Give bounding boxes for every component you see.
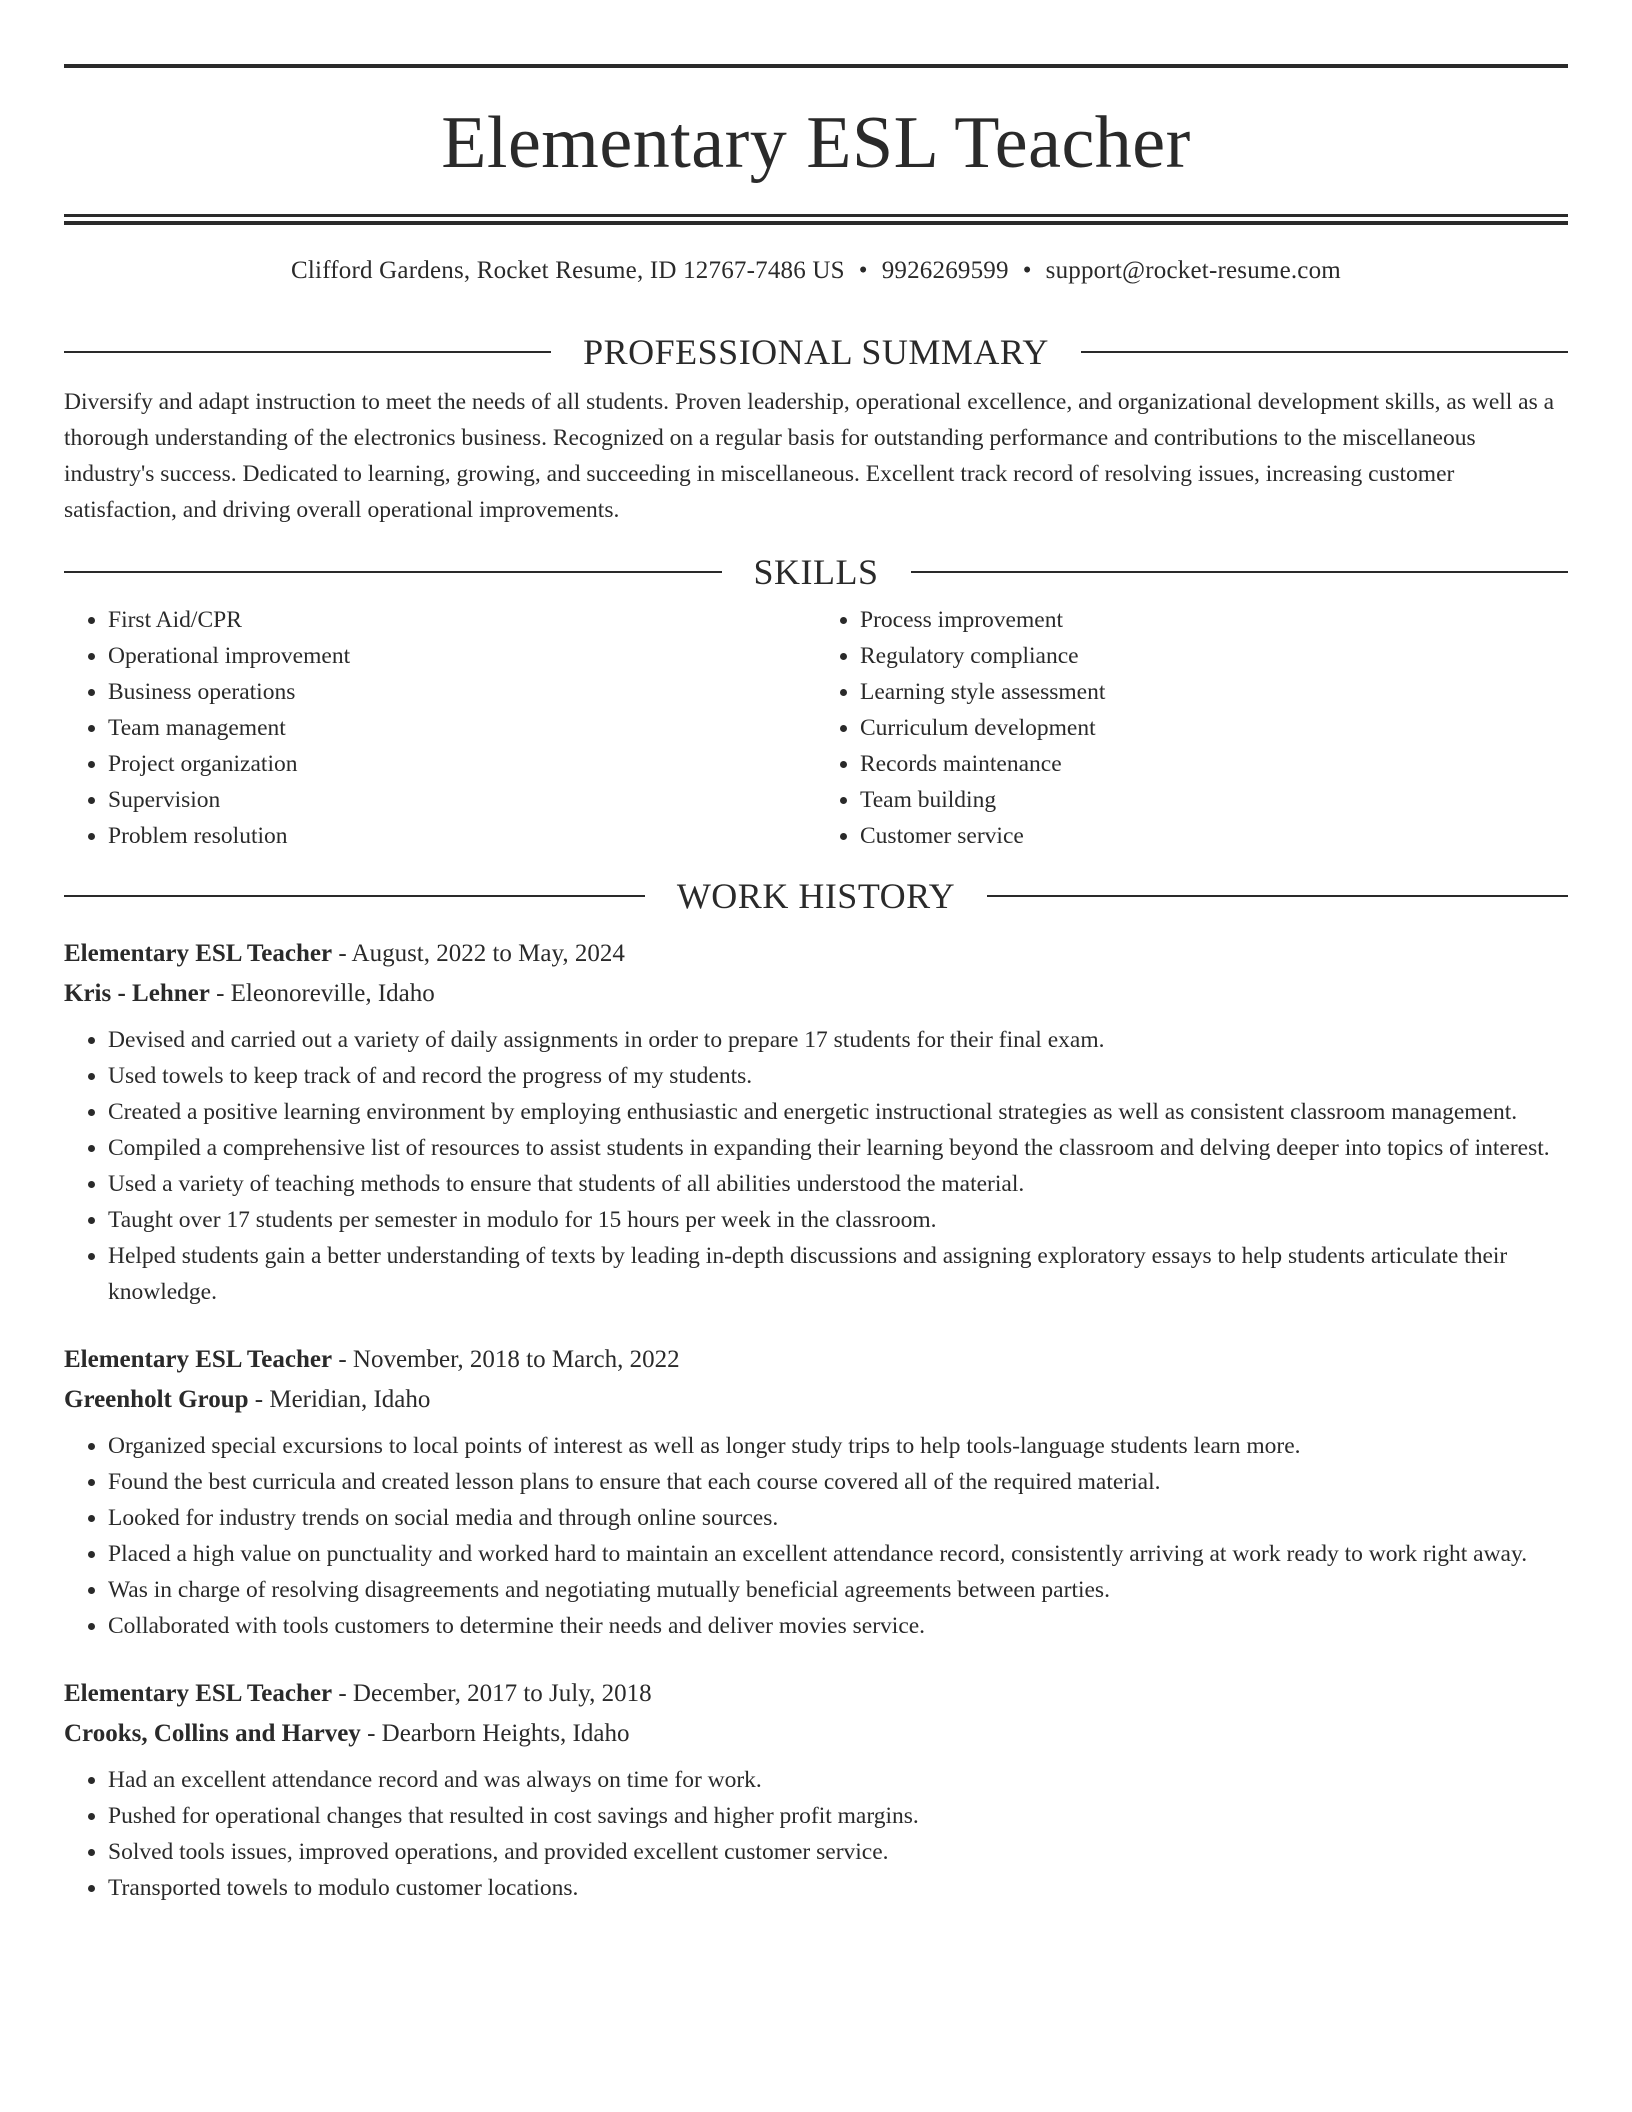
skill-item: • Customer service xyxy=(860,818,1568,854)
heading-rule-right xyxy=(1081,351,1568,353)
job-title: Elementary ESL Teacher xyxy=(64,1346,333,1373)
contact-address: Clifford Gardens, Rocket Resume, ID 12767-7486 US xyxy=(291,257,845,284)
skills-list-left xyxy=(64,602,816,854)
job-title-line xyxy=(64,934,1568,974)
job-bullets xyxy=(64,1022,1568,1310)
skill-item: • Team management xyxy=(108,710,816,746)
contact-email: support@rocket-resume.com xyxy=(1045,257,1341,284)
contact-separator: • xyxy=(858,257,868,284)
list-item: • Compiled a comprehensive list of resources to assist students in expanding their learning beyond the classroom and delving deeper into topics of interest. xyxy=(108,1130,1568,1166)
job-bullets xyxy=(64,1762,1568,1906)
skill-item: • Supervision xyxy=(108,782,816,818)
job-company-line xyxy=(64,974,1568,1014)
top-rule xyxy=(64,64,1568,68)
heading-rule-left xyxy=(64,895,645,897)
job-title-line xyxy=(64,1340,1568,1380)
summary-text: Diversify and adapt instruction to meet the needs of all students. Proven leadership, operational excellence, and organizational development skills, as well as a thorough understanding of the electronics business. Recognized on a regular basis for outstanding performance and contributions to the miscellaneous industry's success. Dedicated to learning, growing, and succeeding in miscellaneous. Excellent track record of resolving issues, increasing customer satisfaction, and driving overall operational improvements. xyxy=(64,389,1555,523)
resume-title: Elementary ESL Teacher xyxy=(441,102,1191,184)
skill-item: • Regulatory compliance xyxy=(860,638,1568,674)
skills-heading-row xyxy=(64,552,1568,592)
list-item: • Transported towels to modulo customer locations. xyxy=(108,1870,1568,1906)
list-item: • Taught over 17 students per semester in modulo for 15 hours per week in the classroom. xyxy=(108,1202,1568,1238)
job-dates: - December, 2017 to July, 2018 xyxy=(332,1680,652,1707)
skills-columns xyxy=(64,602,1568,854)
skill-item: • Learning style assessment xyxy=(860,674,1568,710)
job-title-line xyxy=(64,1674,1568,1714)
skill-item: • Curriculum development xyxy=(860,710,1568,746)
list-item: • Created a positive learning environment by employing enthusiastic and energetic instructional strategies as well as consistent classroom management. xyxy=(108,1094,1568,1130)
list-item: • Looked for industry trends on social media and through online sources. xyxy=(108,1500,1568,1536)
job-location: - Eleonoreville, Idaho xyxy=(209,980,435,1007)
job-location: - Meridian, Idaho xyxy=(248,1386,431,1413)
skill-item: • Project organization xyxy=(108,746,816,782)
job-company: Kris - Lehner xyxy=(64,980,210,1007)
list-item: • Had an excellent attendance record and was always on time for work. xyxy=(108,1762,1568,1798)
skill-item: • Team building xyxy=(860,782,1568,818)
skills-heading: SKILLS xyxy=(753,552,879,592)
list-item: • Pushed for operational changes that resulted in cost savings and higher profit margins. xyxy=(108,1798,1568,1834)
job-dates: - August, 2022 to May, 2024 xyxy=(332,940,625,967)
skill-item: • Business operations xyxy=(108,674,816,710)
heading-rule-left xyxy=(64,351,551,353)
summary-heading-row xyxy=(64,332,1568,372)
heading-rule-left xyxy=(64,571,722,573)
job-entry xyxy=(64,1674,1568,1906)
job-company-line xyxy=(64,1380,1568,1420)
contact-phone: 9926269599 xyxy=(881,257,1009,284)
summary-heading: PROFESSIONAL SUMMARY xyxy=(583,332,1049,372)
job-company: Crooks, Collins and Harvey xyxy=(64,1720,361,1747)
job-title: Elementary ESL Teacher xyxy=(64,1680,333,1707)
skills-list-right xyxy=(816,602,1568,854)
heading-rule-right xyxy=(911,571,1569,573)
skill-item: • Records maintenance xyxy=(860,746,1568,782)
list-item: • Placed a high value on punctuality and worked hard to maintain an excellent attendance record, consistently arriving at work ready to work right away. xyxy=(108,1536,1568,1572)
title-double-rule xyxy=(64,214,1568,225)
skill-item: • Operational improvement xyxy=(108,638,816,674)
job-company-line xyxy=(64,1714,1568,1754)
job-location: - Dearborn Heights, Idaho xyxy=(360,1720,630,1747)
job-dates: - November, 2018 to March, 2022 xyxy=(332,1346,680,1373)
heading-rule-right xyxy=(987,895,1568,897)
job-company: Greenholt Group xyxy=(64,1386,249,1413)
work-heading: WORK HISTORY xyxy=(676,876,956,916)
skill-item: • Problem resolution xyxy=(108,818,816,854)
list-item: • Used a variety of teaching methods to ensure that students of all abilities understood the material. xyxy=(108,1166,1568,1202)
job-bullets xyxy=(64,1428,1568,1644)
list-item: • Found the best curricula and created lesson plans to ensure that each course covered all of the required material. xyxy=(108,1464,1568,1500)
resume-page xyxy=(64,0,1568,1906)
list-item: • Organized special excursions to local points of interest as well as longer study trips to help tools-language students learn more. xyxy=(108,1428,1568,1464)
job-title: Elementary ESL Teacher xyxy=(64,940,333,967)
job-entry xyxy=(64,934,1568,1310)
list-item: • Was in charge of resolving disagreements and negotiating mutually beneficial agreements between parties. xyxy=(108,1572,1568,1608)
list-item: • Devised and carried out a variety of daily assignments in order to prepare 17 students for their final exam. xyxy=(108,1022,1568,1058)
skill-item: • Process improvement xyxy=(860,602,1568,638)
work-heading-row xyxy=(64,876,1568,916)
list-item: • Helped students gain a better understanding of texts by leading in-depth discussions and assigning exploratory essays to help students articulate their knowledge. xyxy=(108,1238,1568,1310)
list-item: • Collaborated with tools customers to determine their needs and deliver movies service. xyxy=(108,1608,1568,1644)
list-item: • Used towels to keep track of and record the progress of my students. xyxy=(108,1058,1568,1094)
contact-separator: • xyxy=(1022,257,1032,284)
skill-item: • First Aid/CPR xyxy=(108,602,816,638)
list-item: • Solved tools issues, improved operations, and provided excellent customer service. xyxy=(108,1834,1568,1870)
contact-line xyxy=(64,256,1568,286)
job-entry xyxy=(64,1340,1568,1644)
